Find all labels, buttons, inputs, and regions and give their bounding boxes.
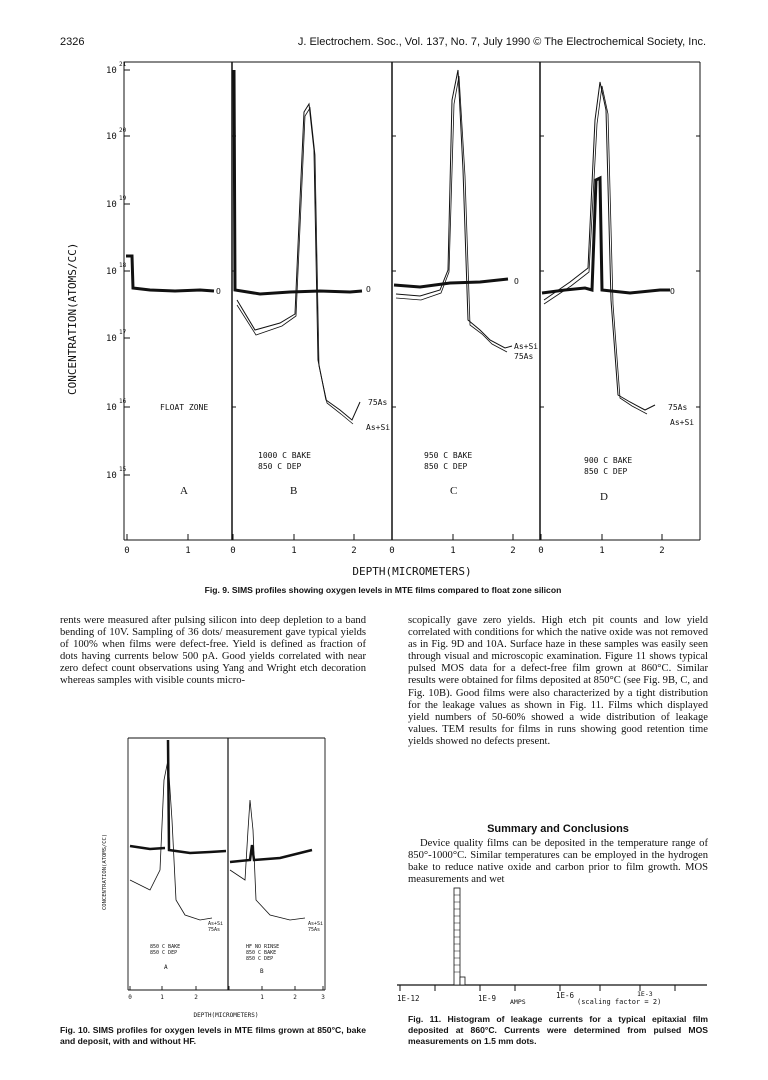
fig9-panel-c-o: O (514, 277, 519, 286)
svg-text:10: 10 (106, 66, 117, 76)
svg-text:15: 15 (119, 466, 127, 473)
fig10-panel-b-letter: B (260, 968, 264, 975)
svg-text:1: 1 (291, 546, 297, 556)
fig9-panel-c-letter: C (450, 485, 458, 497)
svg-text:16: 16 (119, 398, 127, 405)
summary-paragraph: Device quality films can be deposited in the temperature range of 850°-1000°C. Similar temperatures can be employed in the hydrogen bake to reduce native oxide and carbon prior to film growth. MOS measurements and wet (408, 838, 708, 886)
svg-text:10: 10 (106, 334, 117, 344)
right-column-paragraph: scopically gave zero yields. High etch pit counts and low yield correlated with conditions for which the native oxide was not removed as in Fig. 9D and 10A. Surface haze in these samples was easily seen through visual and microscopic examination. Figure 11 shows typical pulsed MOS data for a defect-free film grown at 860°C. Similar results were obtained for films deposited at 850°C (see Fig. 9B, C, and Fig. 10B). Good films were also characterized by a tight distribution for the leakage values as shown in Fig. 11. Films which displayed yield numbers of 50-60% showed a wide distribution of leakage values. TEM results for films in runs showing good retention time yields showed no defects present. (408, 615, 708, 747)
fig10-x-ticks (130, 986, 323, 990)
fig9-panel-d-lbl-a: 75As (668, 403, 688, 412)
svg-text:20: 20 (119, 127, 127, 134)
fig9-panel-d-label2: 850 C DEP (584, 467, 628, 476)
section-heading: Summary and Conclusions (487, 823, 629, 835)
svg-text:0: 0 (538, 546, 544, 556)
fig11-tick-1e-3: 1E-3 (637, 990, 653, 998)
fig9-panel-b-lbl-b: As+Si (366, 423, 391, 432)
fig9-panel-b-letter: B (290, 485, 298, 497)
fig11-x-ticks (400, 985, 675, 991)
svg-text:1: 1 (160, 994, 164, 1001)
svg-text:10: 10 (106, 403, 117, 413)
fig10-panel-a-label2: 850 C DEP (150, 950, 178, 956)
fig9-panel-b-label1: 1000 C BAKE (258, 451, 311, 460)
left-column-paragraph: rents were measured after pulsing silicon into deep depletion to a band bending of 10V. Sampling of 36 dots/ measurement gave typical yields of 100% when films were defect-free. Yield is defined as fraction of dots having currents below 500 pA. Good yields correlated with near zero defect count observations using Yang and Wright etch decoration whereas samples with visible counts micro- (60, 615, 366, 687)
svg-text:10: 10 (106, 267, 117, 277)
fig9-panel-a-label: FLOAT ZONE (160, 403, 209, 412)
fig11-tick-1e-12: 1E-12 (397, 994, 420, 1003)
svg-text:10: 10 (106, 471, 117, 481)
fig9-panel-a-o: O (216, 287, 221, 296)
fig9-y-axis-label: CONCENTRATION(ATOMS/CC) (66, 242, 79, 395)
journal-citation: J. Electrochem. Soc., Vol. 137, No. 7, July 1990 © The Electrochemical Society, Inc. (297, 36, 706, 48)
svg-text:1: 1 (599, 546, 605, 556)
fig9-caption: Fig. 9. SIMS profiles showing oxygen levels in MTE films compared to float zone silicon (204, 585, 562, 595)
fig10-panel-b-label2: 850 C BAKE (246, 950, 277, 956)
fig11-scaling-note: (scaling factor = 2) (577, 998, 662, 1006)
svg-text:21: 21 (119, 61, 127, 68)
fig9-panel-d-letter: D (600, 491, 608, 503)
fig11-histogram-bar (454, 888, 465, 985)
fig9-panel-d-lbl-b: As+Si (670, 418, 695, 427)
svg-text:2: 2 (194, 994, 198, 1001)
svg-text:19: 19 (119, 195, 127, 202)
svg-text:0: 0 (124, 546, 130, 556)
fig10-x-tick-labels (128, 994, 325, 1001)
svg-text:1: 1 (185, 546, 191, 556)
svg-text:1: 1 (450, 546, 456, 556)
fig11-caption: Fig. 11. Histogram of leakage currents for a typical epitaxial film deposited at 860°C. Currents were determined from pulsed MOS measurements on 1.5 mm dots. (408, 1014, 708, 1046)
fig9-panel-b-o: O (366, 285, 371, 294)
svg-text:0: 0 (128, 994, 132, 1001)
svg-text:0: 0 (389, 546, 395, 556)
fig10-panel-b-curves (230, 800, 312, 920)
fig9-panel-a-letter: A (180, 485, 188, 497)
svg-text:2: 2 (659, 546, 665, 556)
fig9-panel-c-label2: 850 C DEP (424, 462, 468, 471)
fig10-panel-b-label3: 850 C DEP (246, 956, 274, 962)
svg-text:18: 18 (119, 262, 127, 269)
fig9-panel-c-lbl-a: As+Si (514, 342, 539, 351)
fig9-panel-b-lbl-a: 75As (368, 398, 388, 407)
svg-text:0: 0 (230, 546, 236, 556)
svg-text:2: 2 (510, 546, 516, 556)
fig9-x-axis-label: DEPTH(MICROMETERS) (352, 565, 472, 578)
fig10-panel-b-lbl-a: As+Si (308, 921, 324, 927)
fig9-panel-d-label1: 900 C BAKE (584, 456, 633, 465)
svg-text:17: 17 (119, 329, 127, 336)
fig11-tick-1e-9: 1E-9 (478, 994, 497, 1003)
fig10-panel-a-letter: A (164, 964, 168, 971)
figure-11 (397, 888, 707, 1006)
svg-text:10: 10 (106, 132, 117, 142)
fig9-panel-b-label2: 850 C DEP (258, 462, 302, 471)
fig10-panel-b-label1: HF NO RINSE (246, 944, 280, 950)
fig9-panel-c-lbl-b: 75As (514, 352, 534, 361)
svg-text:1: 1 (260, 994, 264, 1001)
fig10-caption: Fig. 10. SIMS profiles for oxygen levels in MTE films grown at 850°C, bake and deposit, with and without HF. (60, 1025, 366, 1046)
fig10-panel-a-lbl-b: 75As (208, 927, 221, 933)
fig9-panel-d-o: O (670, 287, 675, 296)
fig10-panel-a-curves (130, 740, 226, 920)
fig10-x-axis-label: DEPTH(MICROMETERS) (193, 1012, 259, 1019)
page-number: 2326 (60, 36, 85, 48)
fig10-panel-a-label1: 850 C BAKE (150, 944, 181, 950)
fig10-panel-a-lbl-a: As+Si (208, 921, 224, 927)
fig11-tick-1e-6: 1E-6 (556, 991, 575, 1000)
svg-text:2: 2 (351, 546, 357, 556)
fig11-x-unit: AMPS (510, 998, 526, 1006)
svg-text:10: 10 (106, 200, 117, 210)
fig10-panel-b-lbl-b: 75As (308, 927, 321, 933)
fig10-y-axis-label: CONCENTRATION(ATOMS/CC) (102, 833, 108, 910)
fig9-panel-c-label1: 950 C BAKE (424, 451, 473, 460)
svg-text:3: 3 (321, 994, 325, 1001)
svg-text:2: 2 (293, 994, 297, 1001)
